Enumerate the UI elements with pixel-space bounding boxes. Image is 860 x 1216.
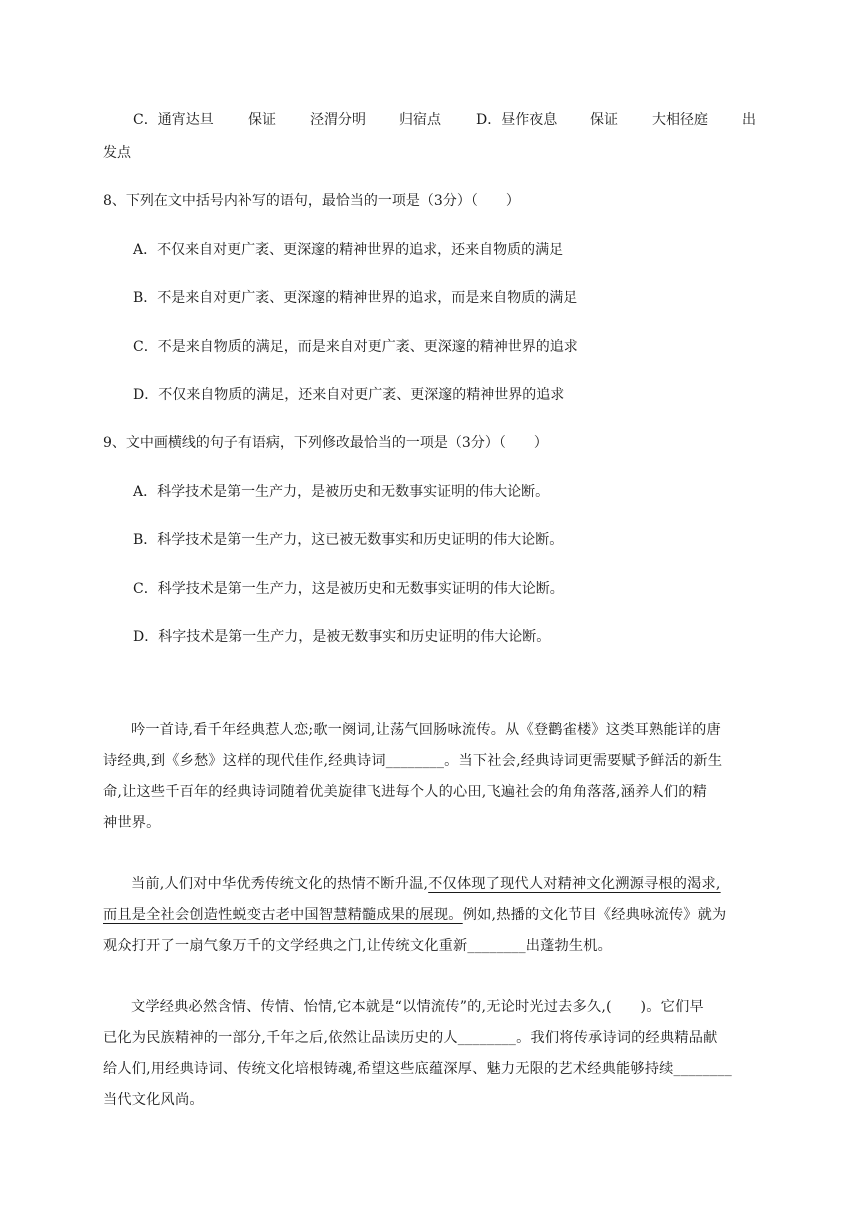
q7-option-d-wrap: 发点 — [103, 145, 131, 161]
q9-stem: 9、文中画横线的句子有语病，下列修改最恰当的一项是（3分）（ ） — [103, 435, 548, 451]
q9-option-d: D．科字技术是第一生产力，是被无数事实和历史证明的伟大论断。 — [133, 629, 551, 645]
q8-option-b: B．不是来自对更广袤、更深邃的精神世界的追求，而是来自物质的满足 — [133, 290, 578, 306]
q9-option-c: C．科学技术是第一生产力，这是被历史和无数事实证明的伟大论断。 — [133, 581, 564, 597]
passage-p1-line2: 诗经典,到《乡愁》这样的现代佳作,经典诗词________。当下社会,经典诗词更需要赋予鲜活的新生 — [103, 753, 723, 769]
passage-p3-line1: 文学经典必然含情、传情、怡情,它本就是“以情流传”的,无论时光过去多久,( )。它们早 — [131, 999, 704, 1015]
underlined-sentence-part2: 而且是全社会创造性蜕变古老中国智慧精髓成果的展现。 — [103, 907, 463, 923]
passage-p3-line4: 当代文化风尚。 — [103, 1092, 204, 1108]
q8-stem: 8、下列在文中括号内补写的语句，最恰当的一项是（3分）（ ） — [103, 193, 520, 209]
q9-option-a: A．科学技术是第一生产力，是被历史和无数事实证明的伟大论断。 — [133, 484, 550, 500]
passage-p3-line2: 已化为民族精神的一部分,千年之后,依然让品读历史的人________。我们将传承诗词的经典精品献 — [103, 1030, 718, 1046]
q7-option-d-word3: 大相径庭 — [652, 112, 708, 128]
passage-p2-line1 — [131, 874, 721, 894]
q7-option-d: D．昼作夜息 — [476, 112, 558, 128]
passage-p1-line3: 命,让这些千百年的经典诗词随着优美旋律飞进每个人的心田,飞遍社会的角角落落,涵养人们的精 — [103, 784, 708, 800]
q7-option-c-word2: 保证 — [248, 112, 276, 128]
passage-p1-line1: 吟一首诗,看千年经典惹人恋;歌一阕词,让荡气回肠咏流传。从《登鹳雀楼》这类耳熟能详的唐 — [131, 722, 721, 738]
q9-option-b: B．科学技术是第一生产力，这已被无数事实和历史证明的伟大论断。 — [133, 532, 564, 548]
passage-p1-line4: 神世界。 — [103, 815, 161, 831]
q7-option-c-word4: 归宿点 — [399, 112, 441, 128]
passage-p2-line2 — [103, 905, 726, 925]
passage-p2-line2-text: 例如,热播的文化节目《经典咏流传》就为 — [462, 907, 727, 923]
underlined-sentence-part1: 不仅体现了现代人对精神文化溯源寻根的渴求, — [428, 876, 721, 892]
q7-option-c: C．通宵达旦 — [133, 112, 214, 128]
passage-p3-line3: 给人们,用经典诗词、传统文化培根铸魂,希望这些底蕴深厚、魅力无限的艺术经典能够持续________ — [103, 1061, 732, 1077]
q7-option-d-word4: 出 — [742, 112, 756, 128]
passage-p2-line1-text: 当前,人们对中华优秀传统文化的热情不断升温, — [131, 876, 429, 892]
passage-p2-line3: 观众打开了一扇气象万千的文学经典之门,让传统文化重新________出蓬勃生机。 — [103, 938, 613, 954]
q7-option-c-word3: 泾渭分明 — [310, 112, 366, 128]
q8-option-a: A．不仅来自对更广袤、更深邃的精神世界的追求，还来自物质的满足 — [133, 242, 564, 258]
q8-option-d: D．不仅来自物质的满足，还来自对更广袤、更深邃的精神世界的追求 — [133, 387, 565, 403]
q8-option-c: C．不是来自物质的满足，而是来自对更广袤、更深邃的精神世界的追求 — [133, 339, 578, 355]
q7-option-d-word2: 保证 — [590, 112, 618, 128]
